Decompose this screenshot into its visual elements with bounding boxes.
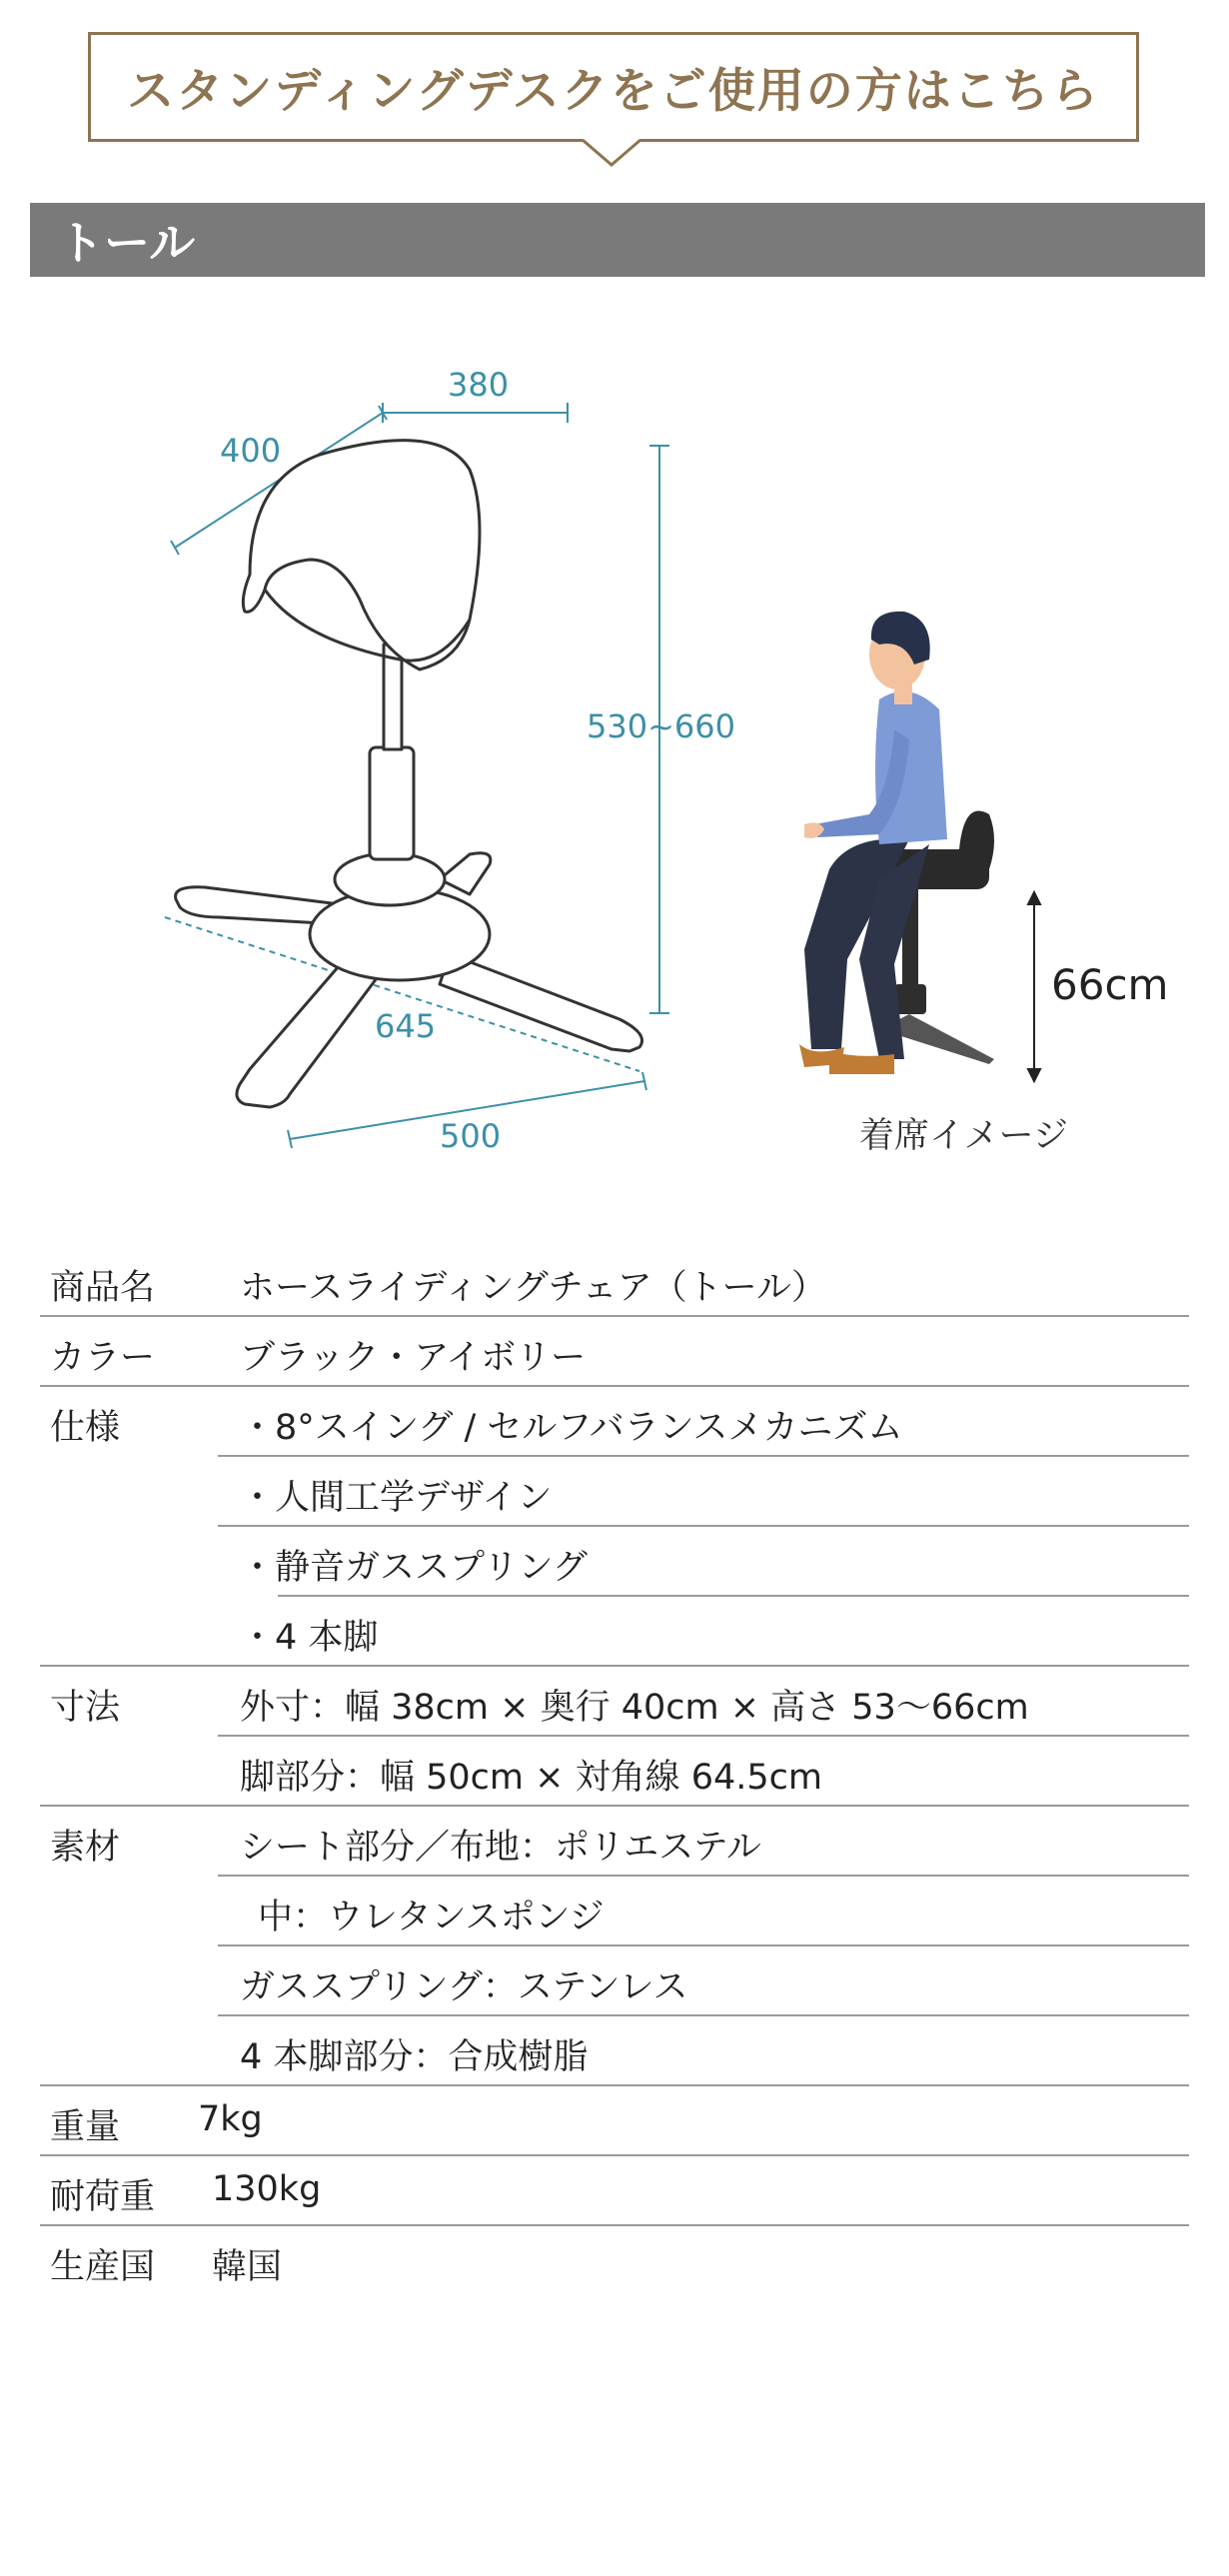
spec-row-dimensions [40,1667,1189,1737]
spec-row-country [40,2226,1189,2296]
spec-value: 外寸：幅 38cm × 奥行 40cm × 高さ 53〜66cm [240,1688,1029,1728]
spec-value: ・静音ガススプリング [240,1548,588,1588]
spec-row-material-3 [40,1946,1189,2016]
spec-row-material-2 [40,1877,1189,1946]
spec-row-features [40,1387,1189,1457]
spec-label: 寸法 [50,1688,121,1728]
spec-table [40,1247,1189,2296]
spec-row-product-name [40,1247,1189,1317]
dim-diagonal-label: 645 [375,1007,437,1045]
section-title: トール [58,216,196,270]
dim-height-label: 530~660 [587,707,735,745]
spec-value: ・人間工学デザイン [240,1478,553,1518]
dim-width-label: 380 [448,366,510,404]
spec-value: シート部分／布地：ポリエステル [240,1828,761,1868]
spec-row-material [40,1807,1189,1877]
spec-value: 韓国 [212,2247,283,2287]
spec-label: 耐荷重 [50,2177,156,2217]
seated-image-caption: 着席イメージ [859,1116,1068,1156]
spec-row-features-2 [40,1457,1189,1527]
spec-value: ホースライディングチェア（トール） [240,1268,826,1308]
spec-value: 7kg [198,2099,263,2139]
spec-row-features-3 [40,1527,1189,1597]
banner-pointer-icon [583,139,640,169]
spec-value: 脚部分：幅 50cm × 対角線 64.5cm [240,1758,822,1798]
spec-value: ・8°スイング / セルフバランスメカニズム [240,1408,903,1448]
spec-value: 130kg [212,2169,322,2209]
seated-height-arrow [1028,892,1040,1081]
spec-value: ガススプリング：ステンレス [240,1967,688,2007]
spec-label: 重量 [50,2107,121,2147]
dim-leg-width-label: 500 [440,1117,502,1155]
spec-value: ブラック・アイボリー [240,1338,587,1378]
spec-row-color [40,1317,1189,1387]
spec-value: 4 本脚部分：合成樹脂 [240,2037,589,2077]
spec-value: ・4 本脚 [240,1618,379,1658]
spec-value: 中：ウレタンスポンジ [258,1898,605,1937]
spec-row-material-4 [40,2016,1189,2086]
seated-height-label: 66cm [1051,960,1169,1009]
standing-desk-link-banner[interactable] [88,32,1139,142]
chair-dimension-diagram [0,290,1229,1169]
spec-row-weight [40,2086,1189,2156]
spec-label: 生産国 [50,2247,156,2287]
spec-label: 仕様 [50,1408,121,1448]
spec-label: カラー [50,1338,156,1378]
spec-row-features-4 [40,1597,1189,1667]
spec-row-dimensions-2 [40,1737,1189,1807]
spec-row-load-capacity [40,2156,1189,2226]
dim-depth-label: 400 [220,432,282,470]
banner-text: スタンディングデスクをご使用の方はこちら [127,63,1100,119]
spec-label: 商品名 [50,1268,156,1308]
spec-label: 素材 [50,1828,121,1868]
seated-person-illustration [799,612,994,1074]
section-header [30,203,1205,277]
